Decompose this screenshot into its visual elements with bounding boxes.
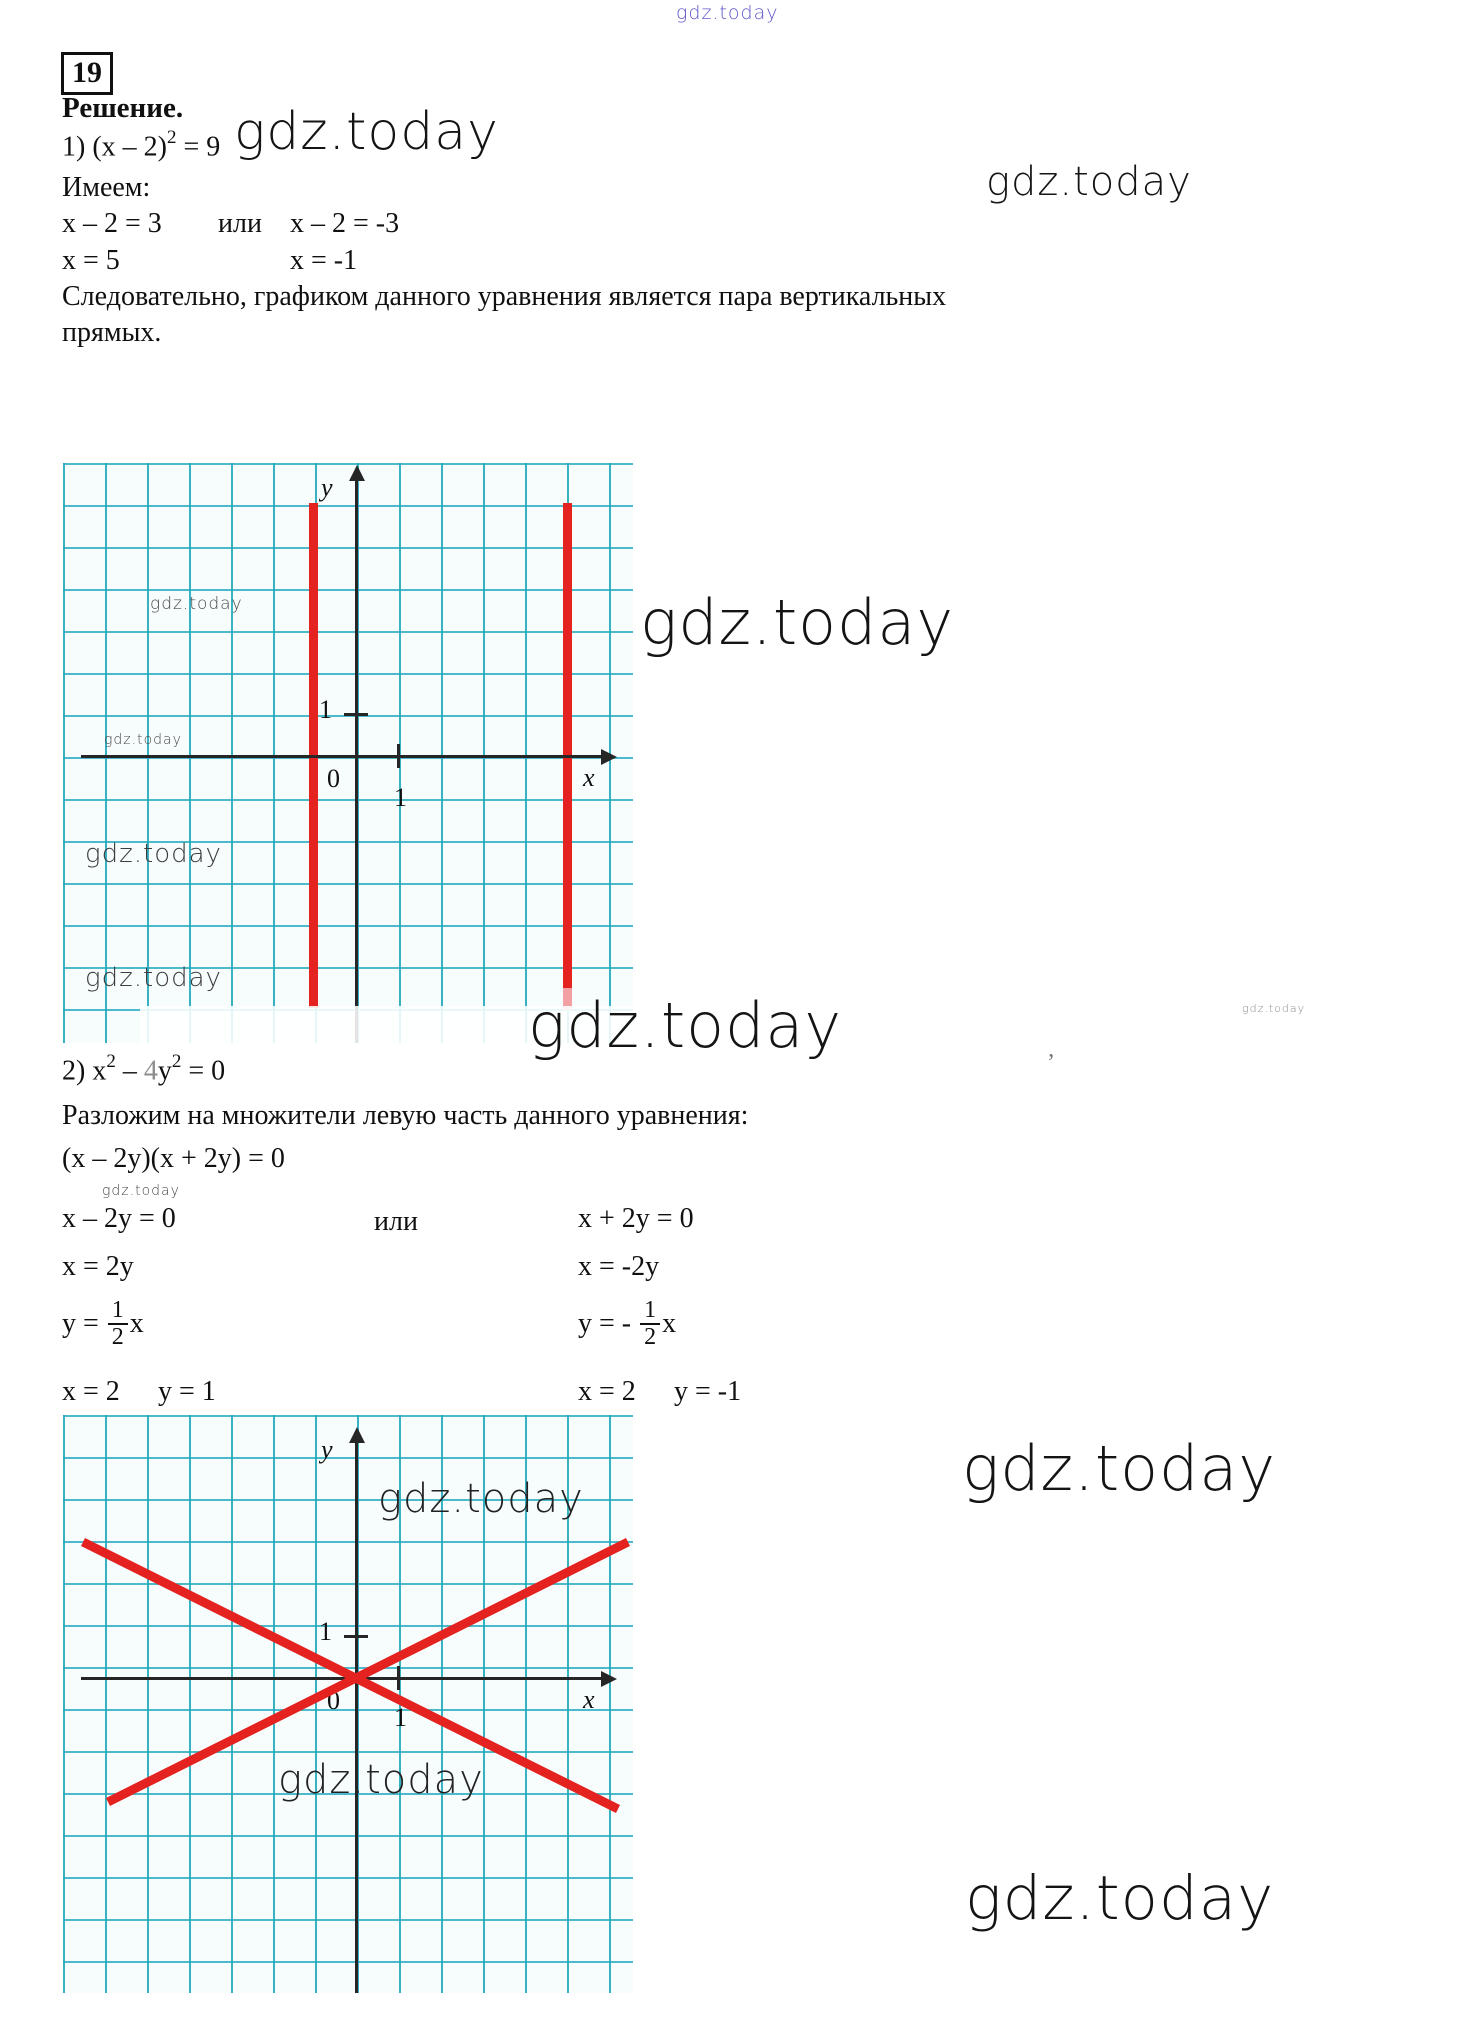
part2-row3-left [62,1298,144,1350]
watermark-below-graph1: gdz.today [528,989,843,1062]
conclusion-line2: прямых. [62,317,162,348]
part1-result-right: x = -1 [290,245,358,276]
part2-row4-left-a: x = 2 [62,1376,120,1407]
part1-result-left: x = 5 [62,245,120,276]
row3-left-post: x [129,1308,144,1340]
part2-eq-sup1: 2 [106,1051,116,1072]
watermark-graph1-lower-left2: gdz.today [85,963,222,993]
watermark-graph1-axisline: gdz.today [104,732,182,748]
part2-eq-seg4: = 0 [181,1055,226,1087]
part2-row2-left: x = 2y [62,1251,134,1282]
conclusion-line1: Следовательно, графиком данного уравнения является пара вертикальных [62,281,947,312]
graph1-y-axis-arrow [349,465,365,481]
part2-row4-right-a: x = 2 [578,1376,636,1407]
graph2-y-tick-label: 1 [319,1617,332,1646]
row3-right-post: x [662,1308,677,1340]
watermark-top-purple: gdz.today [676,2,779,24]
graph1-y-axis [355,475,358,1043]
watermark-graph2-upper: gdz.today [378,1476,584,1522]
part2-row4-left-b: y = 1 [158,1376,216,1407]
part2-eq-sup2: 2 [171,1051,182,1072]
part1-case-right: x – 2 = -3 [290,208,400,239]
graph1-x-tick-label: 1 [394,783,407,812]
part2-equation [62,1053,225,1087]
part1-case-or: или [218,208,262,239]
have-label: Имеем: [62,172,151,203]
watermark-tiny-right: gdz.today [1242,1002,1306,1015]
problem-number-box: 19 [61,52,113,95]
row3-right-pre: y = - [578,1308,632,1340]
graph2-x-tick-label: 1 [394,1703,407,1732]
watermark-graph1-upper: gdz.today [150,594,243,614]
part1-equation-exponent: 2 [166,127,177,148]
part1-case-left: x – 2 = 3 [62,208,162,239]
part2-row1-or: или [374,1206,418,1237]
graph1-x-axis [81,755,603,758]
factor-label: Разложим на множители левую часть данного уравнения: [62,1100,749,1131]
part1-equation-pre: 1) (x – 2) [62,131,167,163]
watermark-bottom-right-2: gdz.today [965,1863,1275,1934]
watermark-graph2-lower: gdz.today [278,1757,484,1803]
part2-row1-left: x – 2y = 0 [62,1203,176,1234]
row3-left-pre: y = [62,1308,99,1340]
graph1-x-tick-1 [397,744,400,768]
watermark-bottom-right-1: gdz.today [962,1432,1277,1505]
graph2-x-axis-label: x [583,1685,595,1714]
part2-eq-seg0: 2) x [62,1055,107,1087]
part1-equation [62,129,220,163]
graph1-x-axis-arrow [601,749,617,765]
graph1-grid [63,463,633,1043]
watermark-graph1-lower-left1: gdz.today [85,839,222,869]
graph1-red-line-x-5 [563,503,572,988]
part2-eq-seg3: y [157,1055,172,1087]
part2-row2-right: x = -2y [578,1251,660,1282]
part2-eq-coefficient4: 4 [143,1055,158,1087]
part2-row1-right: x + 2y = 0 [578,1203,694,1234]
part1-equation-post: = 9 [176,131,221,163]
graph1-y-axis-label: y [321,473,333,502]
graph1-origin-label: 0 [327,764,340,793]
graph1-y-tick-1 [344,713,368,716]
row3-right-fraction [640,1298,660,1350]
watermark-in-equations: gdz.today [102,1183,180,1199]
factored-equation: (x – 2y)(x + 2y) = 0 [62,1143,285,1174]
part2-row3-right [578,1298,676,1350]
row3-right-denominator: 2 [644,1324,657,1351]
watermark-top-right: gdz.today [986,159,1192,205]
graph2-y-axis-label: y [321,1435,333,1464]
solution-heading: Решение. [62,92,184,124]
graph1-x-axis-label: x [583,763,595,792]
row3-left-denominator: 2 [111,1324,124,1351]
row3-left-fraction [108,1298,128,1350]
watermark-right-of-graph1: gdz.today [640,586,955,659]
watermark-center-large: gdz.today [234,102,499,162]
part2-row4-right-b: y = -1 [674,1376,742,1407]
row3-right-numerator: 1 [640,1298,660,1325]
part2-eq-seg1: – [115,1055,144,1087]
stray-scan-mark: ’ [1047,1050,1055,1076]
row3-left-numerator: 1 [108,1298,128,1325]
graph1-y-tick-label: 1 [319,695,332,724]
graph2-grid [63,1415,633,1993]
graph2-origin-label: 0 [327,1686,340,1715]
